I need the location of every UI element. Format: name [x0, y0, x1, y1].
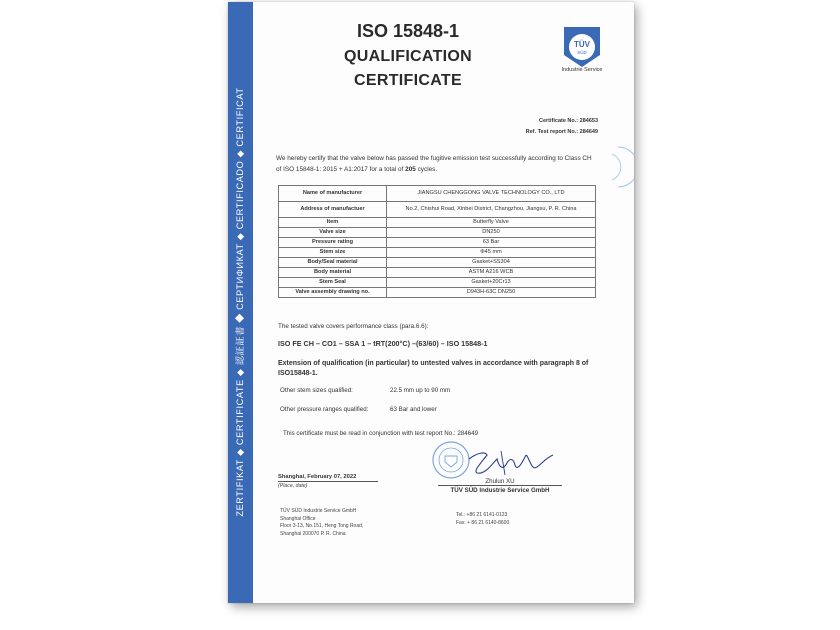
footer-fax: Fax: + 86 21 6140-8600	[456, 519, 510, 526]
certificate-title-line1: ISO 15848-1	[356, 21, 460, 41]
spec-row	[279, 268, 596, 278]
spec-row	[279, 278, 596, 288]
extension-paragraph: Extension of qualification (in particular) to untested valves in accordance with paragraph 8 of ISO15848-1.	[278, 360, 589, 377]
spec-value: 63 Bar	[387, 238, 596, 248]
footer-address-line: Floor 3-13, No.151, Heng Tong Road,	[280, 523, 364, 529]
spec-row	[279, 288, 596, 298]
logo-subtitle: Industrie Service	[561, 67, 603, 73]
spec-row	[279, 228, 596, 238]
spec-key: Body/Seal material	[279, 258, 387, 268]
spec-key: Valve size	[279, 228, 387, 238]
spec-value: ASTM A216 WCB	[387, 268, 596, 278]
performance-note: The tested valve covers performance class (para.6.6):	[278, 323, 429, 330]
intro-paragraph	[276, 153, 598, 175]
spec-row	[279, 186, 596, 202]
footer-address-line: Shanghai Office	[280, 515, 316, 522]
side-band	[228, 2, 253, 603]
spec-value: DN250	[387, 228, 596, 238]
certificate-page	[228, 2, 634, 603]
qualified-label: Other pressure ranges qualified:	[280, 406, 369, 413]
spec-value: No.2, Chishui Road, Xinbei District, Changzhou, Jiangsu, P. R. China	[387, 202, 596, 218]
intro-text-after: cycles.	[415, 166, 438, 173]
intro-cycles: 205	[405, 166, 416, 173]
qualified-value: 63 Bar and lower	[390, 406, 437, 413]
intro-text-before: We hereby certify that the valve below has passed the fugitive emission test successfully according to Class CH of ISO 15848-1: 2015 + A1:2017 for a total of	[276, 155, 592, 173]
logo-text-bottom: SÜD	[577, 50, 587, 55]
spec-value: D943H-63C DN250	[387, 288, 596, 298]
footer-address-line: TÜV SÜD Industrie Service GmbH	[280, 508, 357, 514]
spec-row	[279, 248, 596, 258]
spec-key: Address of manufactuer	[279, 202, 387, 218]
conjunction-note: This certificate must be read in conjunction with test report No.: 284649	[283, 430, 479, 437]
spec-key: Body material	[279, 268, 387, 278]
footer-tel: Tel.: +86 21 6141-0123	[456, 512, 508, 518]
qualified-row	[280, 387, 450, 394]
spec-key: Item	[279, 218, 387, 228]
certificate-number: Certificate No.: 284653	[539, 118, 598, 124]
spec-value: Butterfly Valve	[387, 218, 596, 228]
signing-company: TÜV SÜD Industrie Service GmbH	[438, 485, 562, 494]
spec-row	[279, 218, 596, 228]
spec-value: Gasket+20Cr13	[387, 278, 596, 288]
spec-row	[279, 202, 596, 218]
spec-value: JIANGSU CHENGGONG VALVE TECHNOLOGY CO., LTD	[387, 186, 596, 202]
footer-address-line: Shanghai 200070 P. R. China	[280, 530, 346, 537]
place-date-hint: (Place, date)	[278, 483, 308, 489]
qualified-label: Other stem sizes qualified:	[280, 387, 353, 394]
tuv-sud-logo-icon	[560, 25, 604, 69]
performance-class: ISO FE CH – CO1 – SSA 1 – tRT(200°C) –(63/60) – ISO 15848-1	[278, 339, 488, 348]
edge-seal-icon	[610, 142, 634, 192]
spec-key: Valve assembly drawing no.	[279, 288, 387, 298]
test-report-number: Ref. Test report No.: 284649	[525, 129, 598, 135]
qualified-row	[280, 406, 437, 413]
specification-table	[278, 185, 596, 298]
spec-value: Gasket+SS304	[387, 258, 596, 268]
qualified-value: 22.5 mm up to 90 mm	[390, 387, 451, 394]
spec-row	[279, 238, 596, 248]
spec-value: Φ45 mm	[387, 248, 596, 258]
certificate-title-line2: QUALIFICATION	[343, 48, 473, 65]
spec-key: Name of manufacturer	[279, 186, 387, 202]
side-band-text: ZERTIFIKAT ◆ CERTIFICATE ◆ 認証証書 ◆ СЕРТИФИКАТ ◆ CERTIFICADO ◆ CERTIFICAT	[235, 87, 245, 517]
spec-key: Pressure rating	[279, 238, 387, 248]
logo-text-top: TÜV	[574, 40, 590, 49]
signer-name: Zhulun XU	[485, 478, 515, 485]
spec-key: Stem Seal	[279, 278, 387, 288]
footer-contact	[456, 512, 509, 527]
place-date: Shanghai, February 07, 2022	[278, 474, 378, 482]
spec-row	[279, 258, 596, 268]
certificate-title-line3: CERTIFICATE	[354, 72, 462, 89]
spec-key: Stem size	[279, 248, 387, 258]
footer-address	[280, 508, 363, 538]
